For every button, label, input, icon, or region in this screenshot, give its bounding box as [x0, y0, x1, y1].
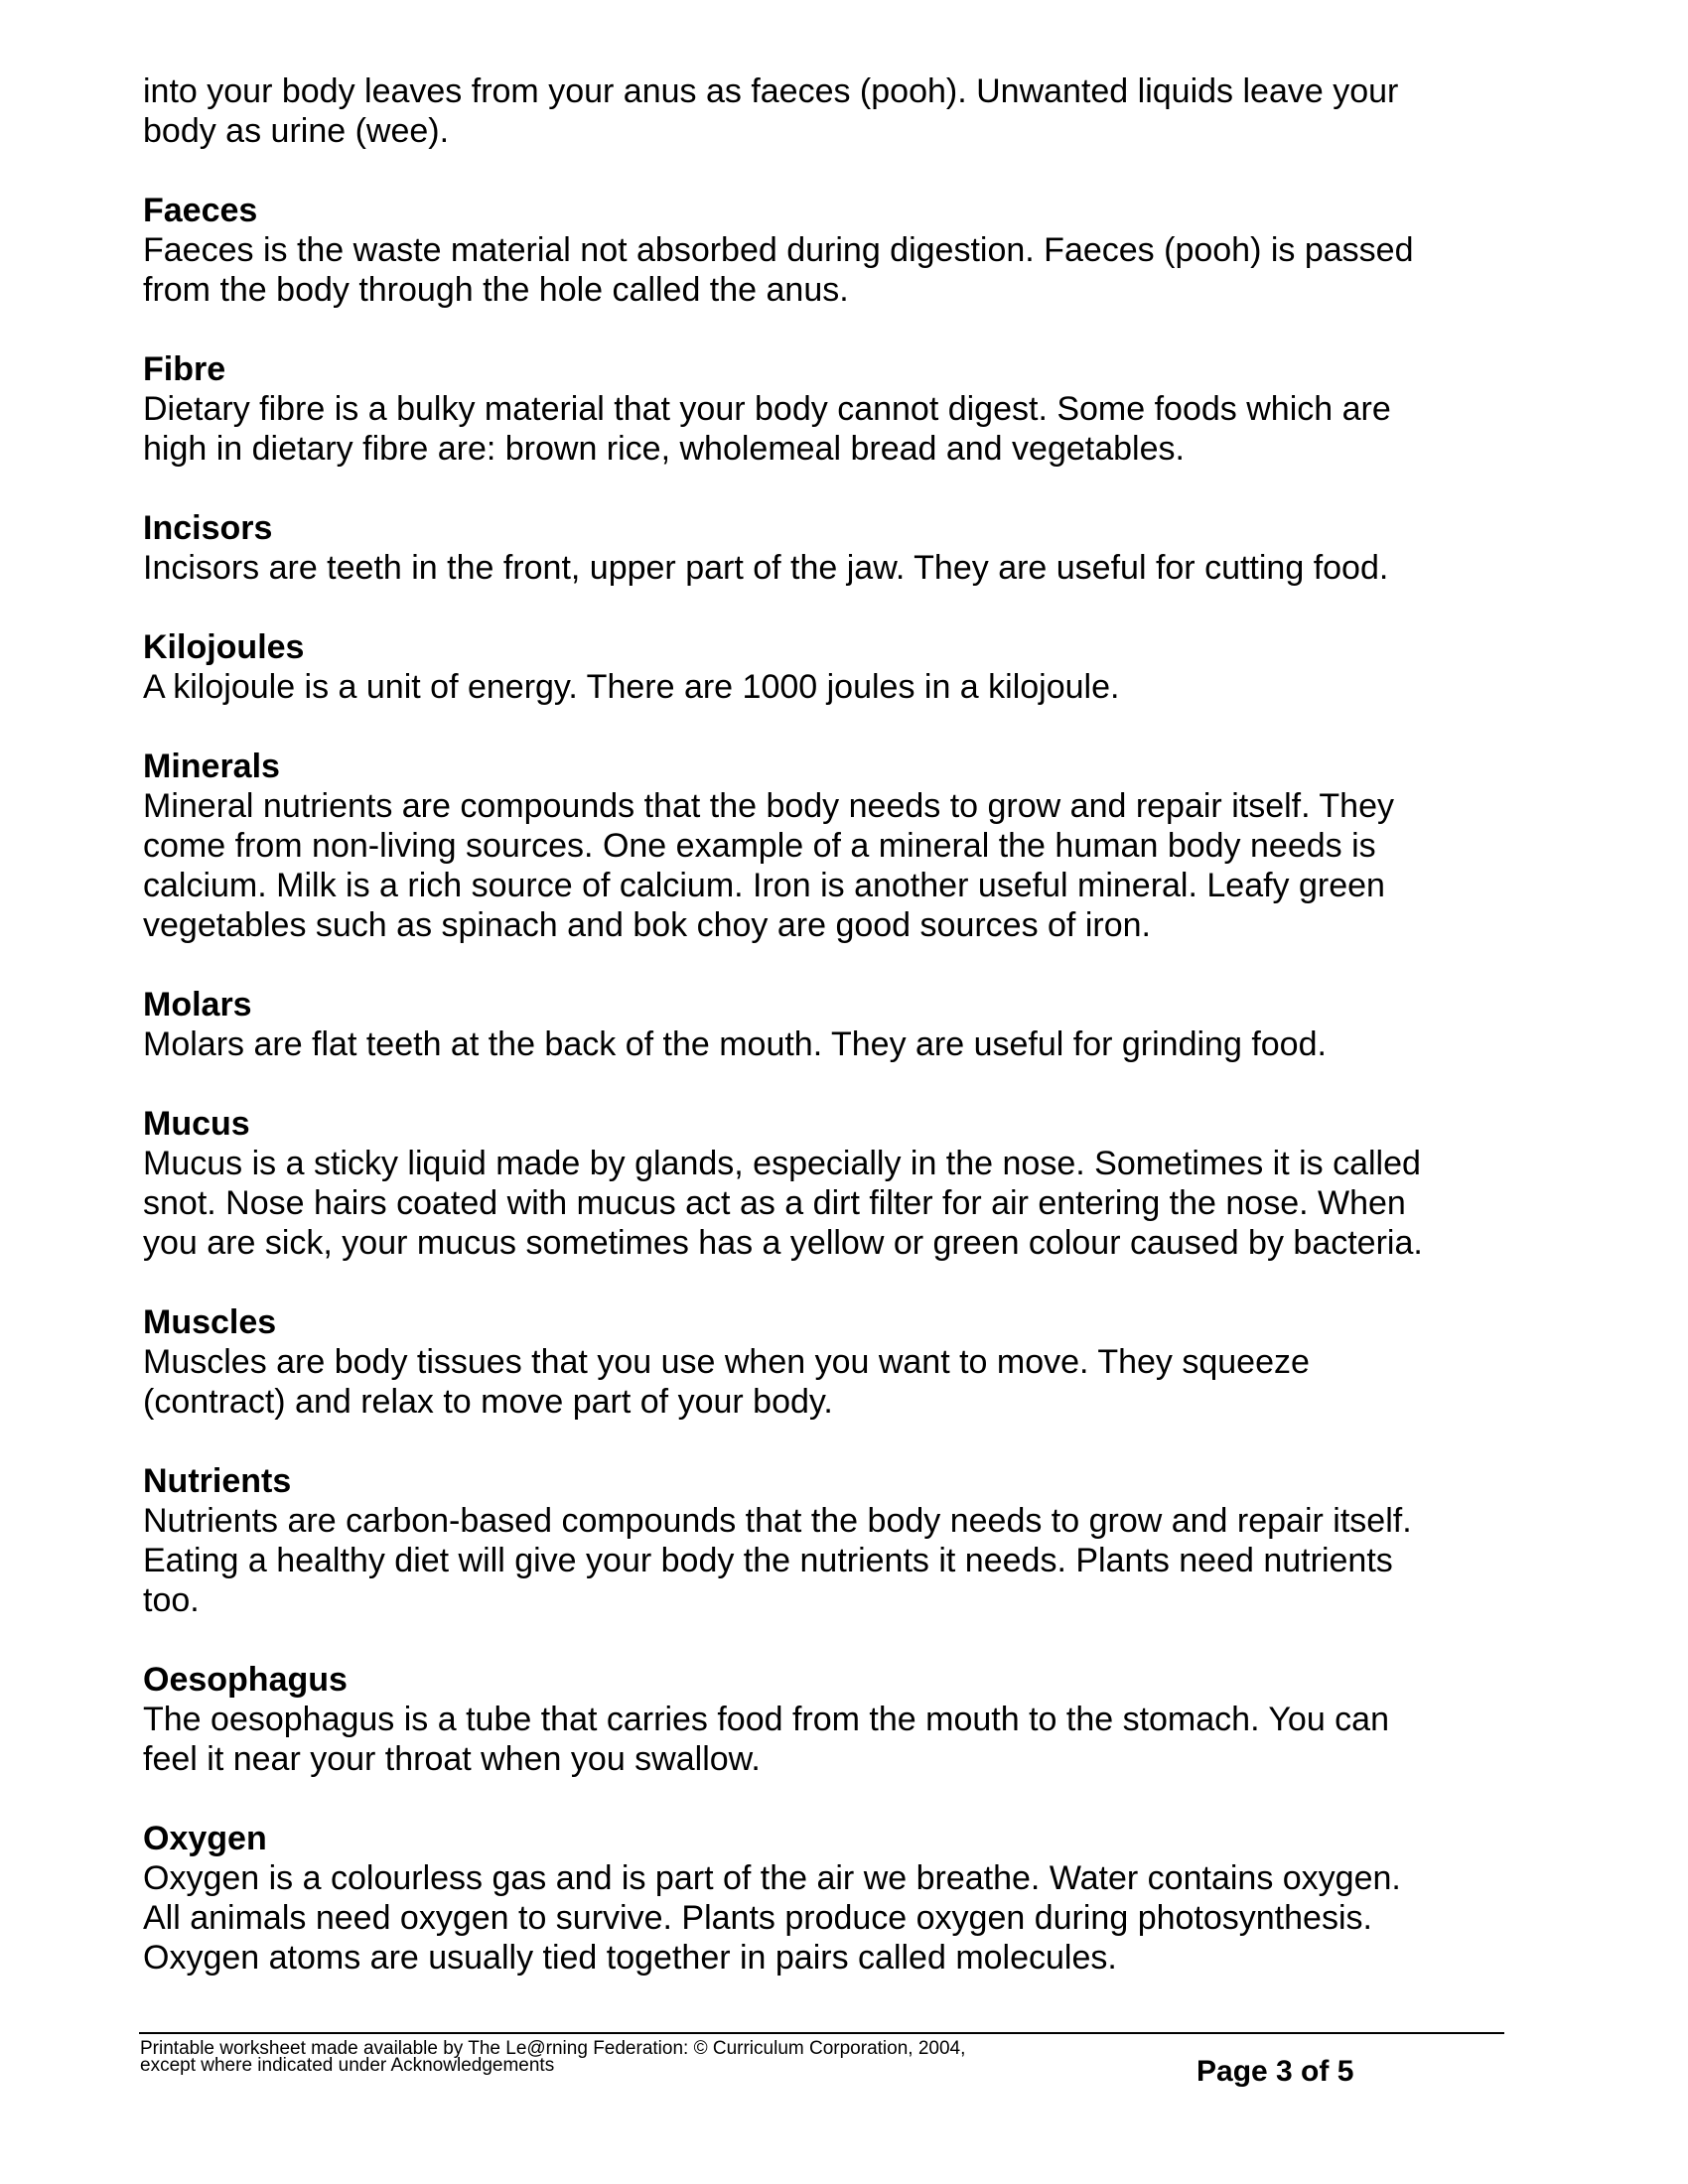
term-definition	[143, 1024, 1503, 1064]
term-heading: Mucus	[143, 1105, 250, 1143]
definition-line: (contract) and relax to move part of your body.	[143, 1383, 833, 1421]
term-definition	[143, 389, 1503, 469]
definition-line: Muscles are body tissues that you use when you want to move. They squeeze	[143, 1343, 1310, 1381]
definition-line: calcium. Milk is a rich source of calcium. Iron is another useful mineral. Leafy green	[143, 867, 1385, 904]
definition-line: A kilojoule is a unit of energy. There are 1000 joules in a kilojoule.	[143, 668, 1120, 706]
footer-divider	[139, 2032, 1504, 2034]
definition-line: Oxygen is a colourless gas and is part of the air we breathe. Water contains oxygen.	[143, 1859, 1401, 1897]
page-number: Page 3 of 5	[1196, 2055, 1354, 2088]
term-heading: Kilojoules	[143, 628, 305, 666]
intro-line: into your body leaves from your anus as faeces (pooh). Unwanted liquids leave your	[143, 72, 1399, 110]
term-definition	[143, 1144, 1503, 1263]
term-definition	[143, 1858, 1503, 1978]
definition-line: All animals need oxygen to survive. Plants produce oxygen during photosynthesis.	[143, 1899, 1372, 1937]
glossary-entry-faeces	[143, 191, 1503, 310]
term-definition	[143, 667, 1503, 707]
term-definition	[143, 1501, 1503, 1620]
term-definition	[143, 1700, 1503, 1779]
definition-line: from the body through the hole called the anus.	[143, 271, 849, 309]
term-heading: Incisors	[143, 509, 273, 547]
glossary-page	[143, 71, 1503, 1978]
term-heading: Minerals	[143, 748, 280, 785]
intro-line: body as urine (wee).	[143, 112, 450, 150]
term-heading: Muscles	[143, 1303, 277, 1341]
term-definition	[143, 786, 1503, 945]
copyright-line: Printable worksheet made available by The Le@rning Federation: © Curriculum Corporation, 2004,	[140, 2038, 966, 2059]
definition-line: snot. Nose hairs coated with mucus act as a dirt filter for air entering the nose. When	[143, 1184, 1406, 1222]
definition-line: vegetables such as spinach and bok choy are good sources of iron.	[143, 906, 1151, 944]
term-heading: Molars	[143, 986, 252, 1024]
term-definition	[143, 548, 1503, 588]
glossary-entry-oesophagus	[143, 1660, 1503, 1779]
glossary-entry-molars	[143, 985, 1503, 1064]
definition-line: you are sick, your mucus sometimes has a yellow or green colour caused by bacteria.	[143, 1224, 1423, 1262]
definition-line: Nutrients are carbon-based compounds that the body needs to grow and repair itself.	[143, 1502, 1412, 1540]
definition-line: Molars are flat teeth at the back of the mouth. They are useful for grinding food.	[143, 1025, 1327, 1063]
glossary-entry-nutrients	[143, 1461, 1503, 1620]
definition-line: Dietary fibre is a bulky material that your body cannot digest. Some foods which are	[143, 390, 1391, 428]
glossary-entry-minerals	[143, 747, 1503, 945]
definition-line: come from non-living sources. One example of a mineral the human body needs is	[143, 827, 1376, 865]
footer-copyright	[140, 2040, 1133, 2074]
term-heading: Fibre	[143, 350, 226, 388]
term-heading: Nutrients	[143, 1462, 292, 1500]
definition-line: high in dietary fibre are: brown rice, wholemeal bread and vegetables.	[143, 430, 1185, 468]
definition-line: The oesophagus is a tube that carries food from the mouth to the stomach. You can	[143, 1701, 1389, 1738]
term-heading: Oxygen	[143, 1820, 267, 1857]
term-heading: Faeces	[143, 192, 258, 229]
glossary-entry-mucus	[143, 1104, 1503, 1263]
definition-line: Eating a healthy diet will give your body the nutrients it needs. Plants need nutrients	[143, 1542, 1393, 1579]
glossary-entry-kilojoules	[143, 627, 1503, 707]
definition-line: too.	[143, 1581, 200, 1619]
definition-line: feel it near your throat when you swallow.	[143, 1740, 761, 1778]
definition-line: Incisors are teeth in the front, upper part of the jaw. They are useful for cutting food.	[143, 549, 1389, 587]
glossary-entry-oxygen	[143, 1819, 1503, 1978]
term-definition	[143, 1342, 1503, 1422]
copyright-line: except where indicated under Acknowledgements	[140, 2055, 555, 2076]
definition-line: Mucus is a sticky liquid made by glands, especially in the nose. Sometimes it is called	[143, 1145, 1421, 1182]
definition-line: Mineral nutrients are compounds that the body needs to grow and repair itself. They	[143, 787, 1394, 825]
glossary-entry-fibre	[143, 349, 1503, 469]
definition-line: Faeces is the waste material not absorbed during digestion. Faeces (pooh) is passed	[143, 231, 1414, 269]
glossary-entry-muscles	[143, 1302, 1503, 1422]
definition-line: Oxygen atoms are usually tied together in pairs called molecules.	[143, 1939, 1117, 1977]
term-heading: Oesophagus	[143, 1661, 348, 1699]
glossary-entry-incisors	[143, 508, 1503, 588]
term-definition	[143, 230, 1503, 310]
intro-paragraph	[143, 71, 1503, 151]
